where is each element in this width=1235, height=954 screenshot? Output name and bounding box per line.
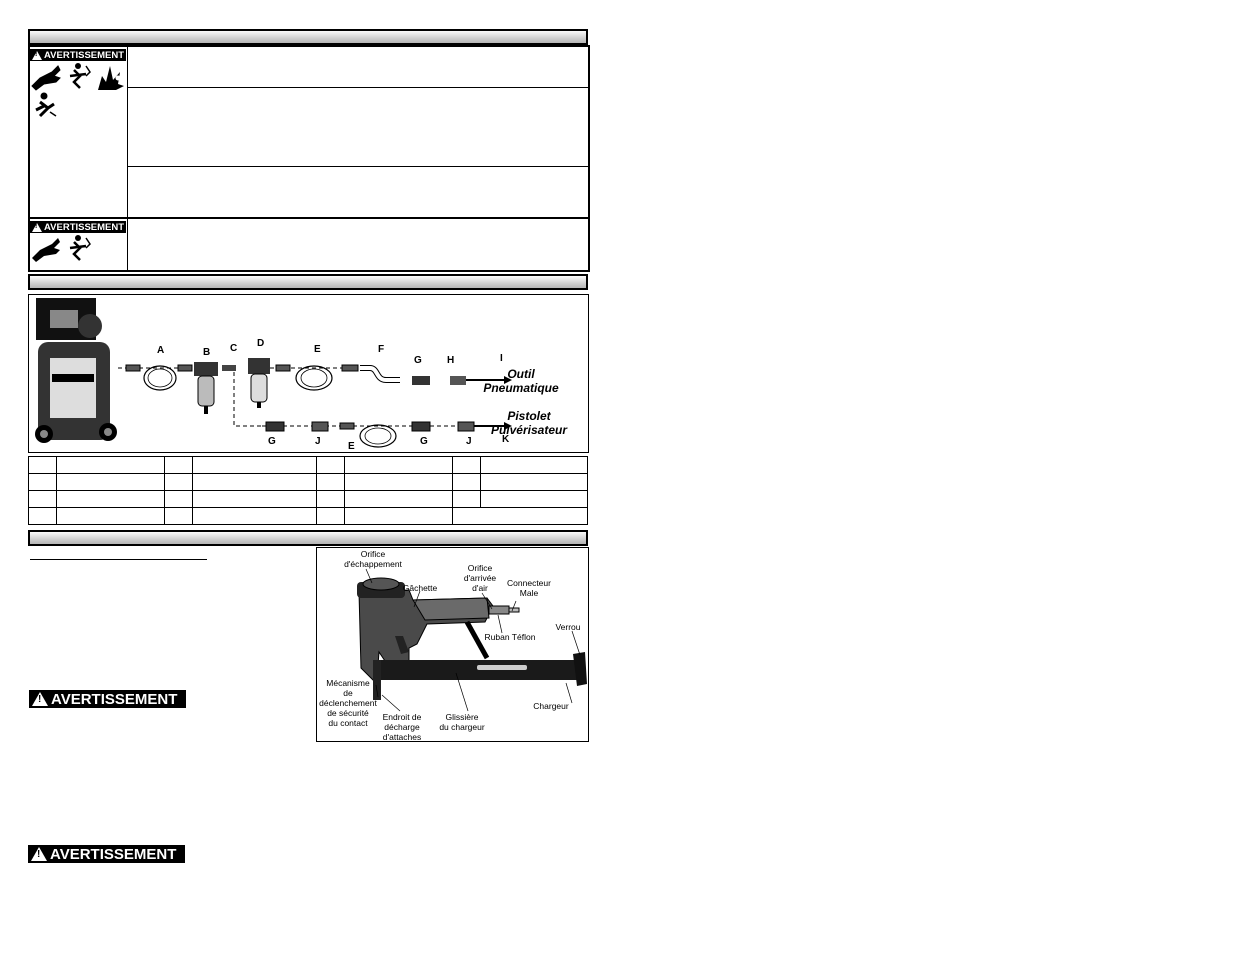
- pistolet-label: [486, 409, 572, 437]
- parts-table: [28, 456, 588, 525]
- label-j-lower-1: J: [315, 436, 321, 447]
- warning-badge-large-label: AVERTISSEMENT: [50, 845, 177, 863]
- hand-injury-icon: [32, 66, 60, 90]
- lubricator-d: [248, 358, 270, 408]
- endroit-line3: d'attaches: [382, 732, 422, 742]
- warning-triangle-icon: [32, 692, 48, 706]
- table-row: [29, 457, 588, 474]
- label-h: H: [447, 355, 455, 366]
- stapler-leader-lines: [316, 547, 589, 742]
- warning-badge-2: [30, 221, 126, 233]
- outil-line2: Pneumatique: [483, 381, 559, 395]
- label-f: F: [378, 344, 385, 355]
- orifice-arrivee-line2: d'arrivée: [463, 573, 497, 583]
- orifice-arrivee-line1: Orifice: [467, 563, 493, 573]
- warning-triangle-icon: [32, 223, 42, 232]
- subheading-underline: [30, 559, 207, 560]
- mecanisme-line1: Mécanisme: [326, 678, 370, 688]
- mecanisme-line3: déclenchement: [319, 698, 377, 708]
- label-g-lower-2: G: [420, 436, 428, 447]
- label-b: B: [203, 347, 211, 358]
- warning-triangle-icon: [32, 51, 42, 60]
- label-ruban: Ruban Téflon: [484, 632, 536, 642]
- falling-person-icon: [36, 93, 56, 117]
- label-g-lower-1: G: [268, 436, 276, 447]
- outil-line1: Outil: [507, 367, 535, 381]
- endroit-line1: Endroit de: [382, 712, 422, 722]
- warning-badge-large-2: [28, 845, 185, 863]
- label-g: G: [414, 355, 422, 366]
- main-air-line: [118, 365, 192, 390]
- table-row: [29, 508, 588, 525]
- label-verrou: Verrou: [555, 622, 581, 632]
- compressor-illustration: [35, 298, 117, 443]
- connectors-g-h: [412, 376, 466, 385]
- section-header-bar-1: [28, 29, 588, 45]
- connecteur-line2: Male: [519, 588, 539, 598]
- warning-badge: [30, 49, 126, 61]
- hand-injury-icon: [32, 238, 60, 262]
- pistolet-line1: Pistolet: [507, 409, 551, 423]
- label-c: C: [230, 343, 238, 354]
- label-gachette: Gâchette: [402, 583, 438, 593]
- whip-hose-f: [360, 368, 400, 380]
- connecteur-line1: Connecteur: [507, 578, 551, 588]
- endroit-line2: décharge: [384, 722, 420, 732]
- label-d: D: [257, 338, 265, 349]
- label-j-lower-2: J: [466, 436, 472, 447]
- hose-e: [270, 365, 360, 390]
- warning-badge-label: AVERTISSEMENT: [44, 221, 125, 233]
- orifice-echappement-line2: d'échappement: [344, 559, 402, 569]
- label-e-lower: E: [348, 441, 355, 452]
- hazard-icons-group-2: [30, 234, 126, 264]
- pistolet-line2: Pulvérisateur: [490, 423, 568, 437]
- mecanisme-line5: du contact: [328, 718, 368, 728]
- glissiere-line1: Glissière: [445, 712, 479, 722]
- section-header-bar-2: [28, 274, 588, 290]
- outil-label: [482, 367, 560, 395]
- warning-triangle-icon: [31, 847, 47, 861]
- label-i: I: [500, 353, 503, 364]
- orifice-echappement-line1: Orifice: [360, 549, 386, 559]
- warning-row-divider-1: [128, 87, 589, 88]
- electric-shock-icon: [70, 63, 90, 88]
- electric-shock-icon: [70, 235, 90, 260]
- warning-badge-large-1: [29, 690, 186, 708]
- table-row: [29, 474, 588, 491]
- warning-divider-vertical: [127, 46, 128, 218]
- explosion-icon: [98, 66, 124, 90]
- table-row: [29, 491, 588, 508]
- warning-divider-vertical-2: [127, 218, 128, 271]
- mecanisme-line4: de sécurité: [327, 708, 369, 718]
- hazard-icons-group-1: [30, 62, 126, 120]
- coupler-c: [222, 365, 236, 371]
- warning-badge-large-label: AVERTISSEMENT: [51, 690, 178, 708]
- warning-row-divider-2: [128, 166, 589, 167]
- label-a: A: [157, 345, 165, 356]
- label-chargeur: Chargeur: [533, 701, 569, 711]
- section-header-bar-3: [28, 530, 588, 546]
- label-k: K: [502, 434, 510, 445]
- orifice-arrivee-line3: d'air: [472, 583, 488, 593]
- glissiere-line2: du chargeur: [439, 722, 485, 732]
- mecanisme-line2: de: [343, 688, 353, 698]
- warning-badge-label: AVERTISSEMENT: [44, 49, 125, 61]
- filter-b: [194, 362, 218, 414]
- label-e: E: [314, 344, 321, 355]
